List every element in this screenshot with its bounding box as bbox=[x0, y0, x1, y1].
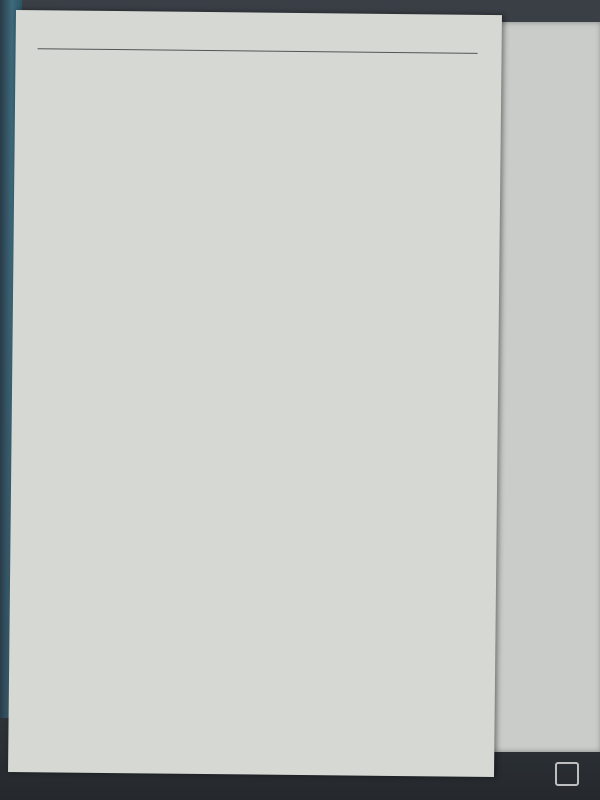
appendix-list bbox=[55, 68, 481, 72]
labirint-logo-icon bbox=[555, 762, 579, 786]
appendix-title bbox=[43, 68, 481, 73]
section-list-top bbox=[55, 58, 481, 62]
running-head bbox=[38, 32, 478, 54]
page-title bbox=[38, 32, 478, 37]
table-of-contents bbox=[55, 58, 481, 72]
chapter-title bbox=[43, 64, 481, 69]
section-list-chapter bbox=[55, 64, 481, 68]
watermark bbox=[555, 762, 584, 786]
right-page bbox=[494, 22, 600, 752]
left-page bbox=[8, 10, 502, 777]
